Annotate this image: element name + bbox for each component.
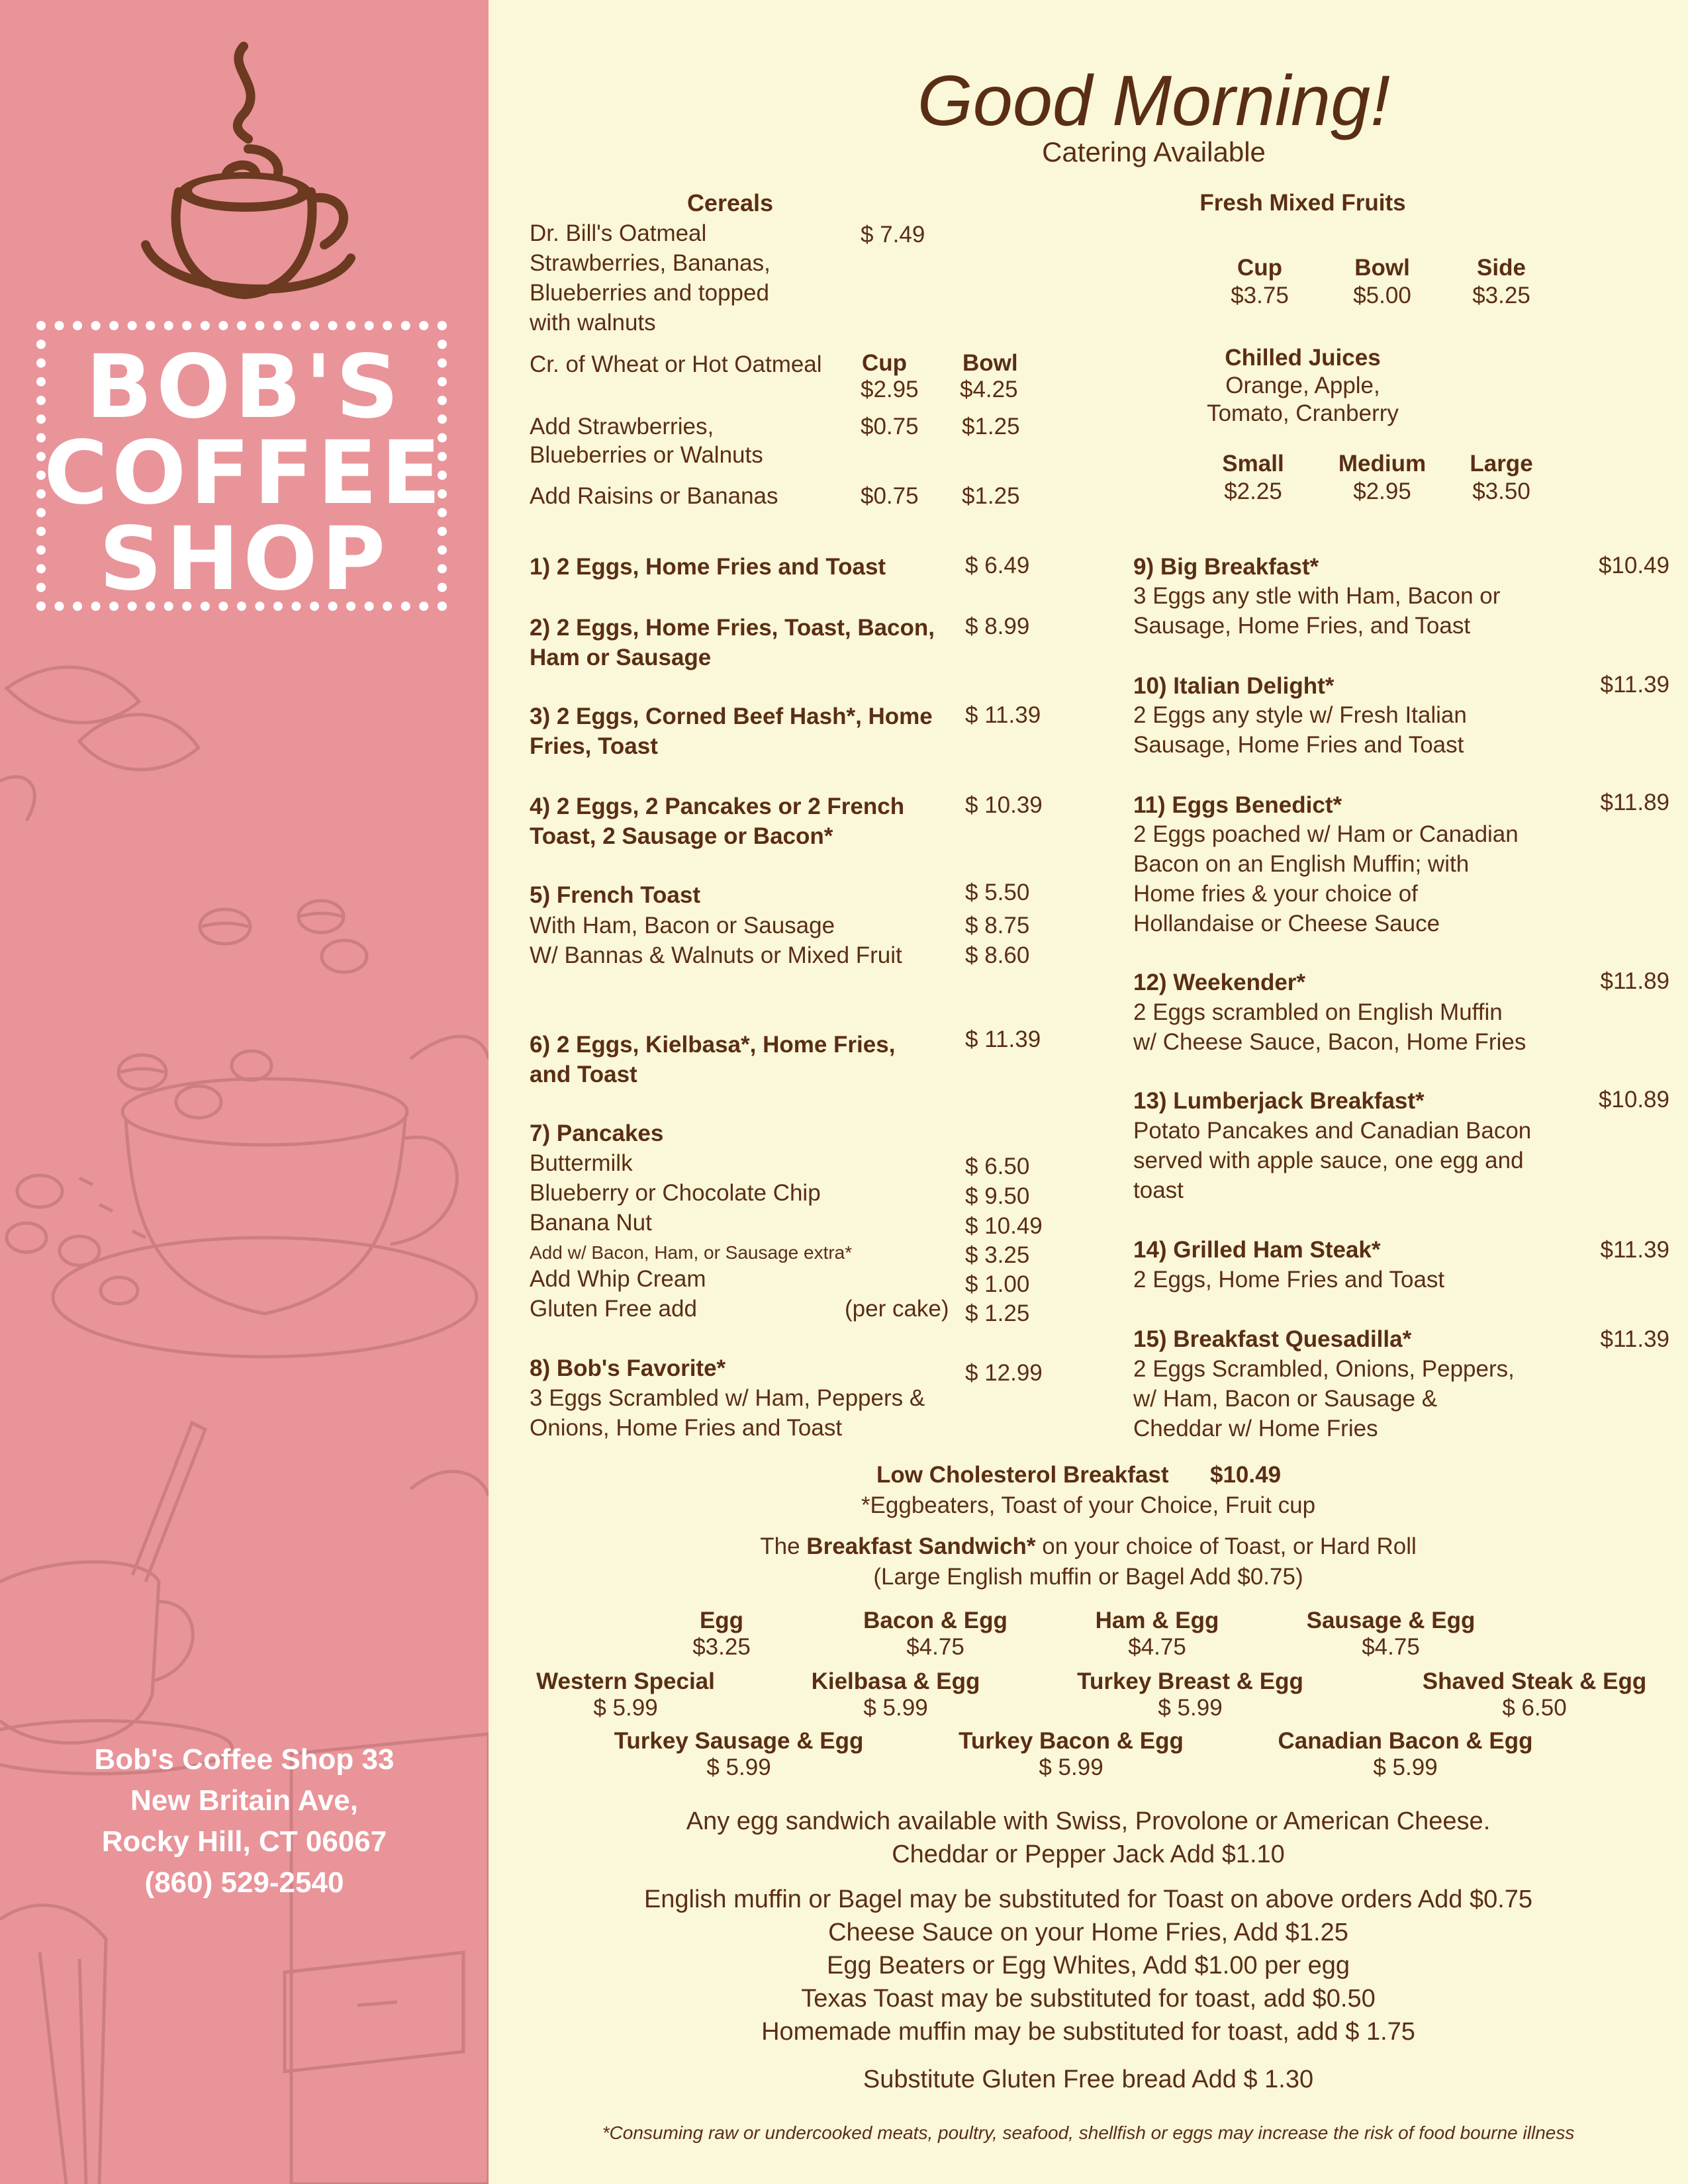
low-chol-desc: *Eggbeaters, Toast of your Choice, Fruit cup [861, 1492, 1316, 1518]
juice-small-label: Small [1222, 451, 1284, 477]
sandwich-turkey-breast-price: $ 5.99 [1158, 1695, 1223, 1721]
add-berries-cup-price: $0.75 [861, 414, 919, 439]
logo-text-line-3: SHOP [99, 508, 390, 610]
item-14-desc-line-1: 2 Eggs, Home Fries and Toast [1133, 1267, 1445, 1293]
item-5-title: 5) French Toast [530, 882, 701, 908]
sandwich-shaved-steak-price: $ 6.50 [1502, 1695, 1567, 1721]
juice-small-price: $2.25 [1224, 478, 1282, 504]
item-3-title-line-1: 3) 2 Eggs, Corned Beef Hash*, Home [530, 704, 933, 729]
sandwich-note: (Large English muffin or Bagel Add $0.75) [873, 1564, 1303, 1590]
french-toast-option-2-price: $ 8.60 [965, 942, 1030, 968]
oatmeal-line-3: Blueberries and topped [530, 280, 769, 306]
pancake-option-1: Buttermilk [530, 1150, 633, 1176]
juices-flavors-line-1: Orange, Apple, [1225, 373, 1380, 398]
sidebar [0, 0, 489, 2184]
oatmeal-line-2: Strawberries, Bananas, [530, 250, 771, 276]
sandwich-name: Breakfast Sandwich* [806, 1533, 1036, 1559]
item-1-price: $ 6.49 [965, 553, 1030, 578]
fruit-cup-label: Cup [1237, 255, 1283, 281]
item-9-desc-line-1: 3 Eggs any stle with Ham, Bacon or [1133, 583, 1501, 609]
logo-text-line-2: COFFEE [44, 422, 445, 524]
item-2-price: $ 8.99 [965, 614, 1030, 639]
sandwich-prefix: The [760, 1533, 800, 1559]
sandwich-sausage-egg-price: $4.75 [1362, 1634, 1420, 1660]
item-10-desc-line-2: Sausage, Home Fries and Toast [1133, 732, 1464, 758]
per-cake-note: (per cake) [845, 1296, 949, 1322]
sandwich-western-price: $ 5.99 [593, 1695, 658, 1721]
item-3-price: $ 11.39 [965, 702, 1041, 728]
pancake-option-5-price: $ 1.00 [965, 1271, 1030, 1297]
address-line-2: New Britain Ave, [130, 1784, 358, 1817]
sandwich-canadian-bacon-label: Canadian Bacon & Egg [1278, 1728, 1533, 1754]
item-15-desc-line-1: 2 Eggs Scrambled, Onions, Peppers, [1133, 1356, 1515, 1382]
fruit-bowl-label: Bowl [1354, 255, 1410, 281]
sandwich-western-label: Western Special [536, 1668, 715, 1694]
juices-flavors-line-2: Tomato, Cranberry [1207, 400, 1399, 426]
item-13-desc-line-2: served with apple sauce, one egg and [1133, 1148, 1524, 1173]
item-13-desc-line-1: Potato Pancakes and Canadian Bacon [1133, 1118, 1532, 1144]
item-14-title: 14) Grilled Ham Steak* [1133, 1237, 1381, 1263]
fruit-bowl-price: $5.00 [1353, 283, 1411, 308]
fruit-side-label: Side [1477, 255, 1526, 281]
wheat-label: Cr. of Wheat or Hot Oatmeal [530, 351, 822, 377]
juice-large-price: $3.50 [1472, 478, 1530, 504]
pancake-option-4: Add w/ Bacon, Ham, or Sausage extra* [530, 1242, 853, 1263]
sandwich-bacon-egg-price: $4.75 [906, 1634, 964, 1660]
french-toast-option-1-price: $ 8.75 [965, 913, 1030, 938]
item-11-desc-line-4: Hollandaise or Cheese Sauce [1133, 911, 1440, 936]
pancake-option-6: Gluten Free add [530, 1296, 697, 1322]
add-raisins-cup-price: $0.75 [861, 483, 919, 509]
oatmeal-price: $ 7.49 [861, 222, 925, 248]
pancake-option-3: Banana Nut [530, 1210, 652, 1236]
item-6-title-line-2: and Toast [530, 1062, 637, 1087]
add-raisins-bowl-price: $1.25 [962, 483, 1020, 509]
health-disclaimer: *Consuming raw or undercooked meats, poultry, seafood, shellfish or eggs may increase the risk of food bourne illness [602, 2122, 1575, 2143]
extra-line-6: Texas Toast may be substituted for toast, add $0.50 [801, 1985, 1376, 2013]
coffee-cup-logo-icon [126, 33, 364, 311]
sandwich-turkey-sausage-price: $ 5.99 [706, 1754, 771, 1780]
add-raisins-label: Add Raisins or Bananas [530, 483, 778, 509]
pancake-option-2-price: $ 9.50 [965, 1183, 1030, 1209]
item-6-price: $ 11.39 [965, 1026, 1041, 1052]
item-2-title-line-2: Ham or Sausage [530, 645, 712, 670]
phone-number: (860) 529-2540 [144, 1866, 344, 1899]
juices-heading: Chilled Juices [1225, 345, 1381, 371]
page-subtitle: Catering Available [1042, 136, 1266, 167]
french-toast-option-1: With Ham, Bacon or Sausage [530, 913, 835, 938]
address-line-3: Rocky Hill, CT 06067 [101, 1825, 387, 1858]
sandwich-turkey-breast-label: Turkey Breast & Egg [1077, 1668, 1303, 1694]
item-8-desc-line-2: Onions, Home Fries and Toast [530, 1415, 843, 1441]
sandwich-sausage-egg-label: Sausage & Egg [1306, 1608, 1476, 1633]
item-12-desc-line-2: w/ Cheese Sauce, Bacon, Home Fries [1133, 1029, 1526, 1055]
extra-line-5: Egg Beaters or Egg Whites, Add $1.00 per egg [826, 1952, 1350, 1979]
low-chol-title: Low Cholesterol Breakfast [876, 1462, 1169, 1488]
item-7-title: 7) Pancakes [530, 1120, 664, 1146]
pancake-option-2: Blueberry or Chocolate Chip [530, 1180, 821, 1206]
wheat-bowl-price: $4.25 [960, 377, 1018, 402]
extra-line-4: Cheese Sauce on your Home Fries, Add $1.25 [828, 1919, 1348, 1946]
page-title: Good Morning! [917, 60, 1391, 140]
item-2-title-line-1: 2) 2 Eggs, Home Fries, Toast, Bacon, [530, 615, 935, 641]
oatmeal-line-1: Dr. Bill's Oatmeal [530, 220, 707, 246]
cup-label: Cup [862, 350, 908, 376]
low-chol-price: $10.49 [1210, 1462, 1282, 1488]
pancake-option-3-price: $ 10.49 [965, 1213, 1043, 1239]
item-4-price: $ 10.39 [965, 792, 1043, 818]
extra-line-2: Cheddar or Pepper Jack Add $1.10 [892, 1841, 1285, 1868]
item-13-title: 13) Lumberjack Breakfast* [1133, 1088, 1425, 1114]
item-10-desc-line-1: 2 Eggs any style w/ Fresh Italian [1133, 702, 1467, 728]
address-line-1: Bob's Coffee Shop 33 [94, 1743, 395, 1776]
item-11-price: $11.89 [1600, 790, 1669, 815]
item-9-title: 9) Big Breakfast* [1133, 554, 1319, 580]
item-8-price: $ 12.99 [965, 1360, 1043, 1386]
juice-medium-price: $2.95 [1353, 478, 1411, 504]
fruit-side-price: $3.25 [1472, 283, 1530, 308]
item-12-desc-line-1: 2 Eggs scrambled on English Muffin [1133, 999, 1503, 1025]
item-10-title: 10) Italian Delight* [1133, 673, 1335, 699]
french-toast-option-2: W/ Bannas & Walnuts or Mixed Fruit [530, 942, 902, 968]
item-11-title: 11) Eggs Benedict* [1133, 792, 1342, 818]
item-3-title-line-2: Fries, Toast [530, 733, 658, 759]
item-9-price: $10.49 [1598, 553, 1669, 578]
extra-line-7: Homemade muffin may be substituted for toast, add $ 1.75 [761, 2018, 1415, 2046]
pancake-option-5: Add Whip Cream [530, 1266, 706, 1292]
sandwich-egg-label: Egg [699, 1608, 744, 1633]
juice-medium-label: Medium [1338, 451, 1427, 477]
sandwich-shaved-steak-label: Shaved Steak & Egg [1422, 1668, 1647, 1694]
sandwich-turkey-bacon-label: Turkey Bacon & Egg [959, 1728, 1184, 1754]
item-1-title: 1) 2 Eggs, Home Fries and Toast [530, 554, 886, 580]
item-15-desc-line-3: Cheddar w/ Home Fries [1133, 1416, 1378, 1441]
item-4-title-line-2: Toast, 2 Sausage or Bacon* [530, 823, 833, 849]
extra-line-1: Any egg sandwich available with Swiss, Provolone or American Cheese. [686, 1807, 1491, 1835]
item-8-desc-line-1: 3 Eggs Scrambled w/ Ham, Peppers & [530, 1385, 925, 1411]
add-berries-line-1: Add Strawberries, [530, 414, 714, 439]
item-11-desc-line-3: Home fries & your choice of [1133, 881, 1418, 907]
item-13-desc-line-3: toast [1133, 1177, 1184, 1203]
oatmeal-line-4: with walnuts [530, 310, 656, 336]
item-11-desc-line-2: Bacon on an English Muffin; with [1133, 851, 1470, 877]
item-15-title: 15) Breakfast Quesadilla* [1133, 1326, 1412, 1352]
item-15-desc-line-2: w/ Ham, Bacon or Sausage & [1133, 1386, 1438, 1412]
item-10-price: $11.39 [1600, 672, 1669, 698]
sandwich-ham-egg-price: $4.75 [1128, 1634, 1186, 1660]
sandwich-bacon-egg-label: Bacon & Egg [863, 1608, 1008, 1633]
sandwich-canadian-bacon-price: $ 5.99 [1373, 1754, 1438, 1780]
extra-line-3: English muffin or Bagel may be substituted for Toast on above orders Add $0.75 [643, 1886, 1533, 1913]
sandwich-heading [489, 1531, 1688, 1561]
cereals-heading: Cereals [686, 189, 774, 216]
sandwich-kielbasa-label: Kielbasa & Egg [811, 1668, 980, 1694]
add-berries-line-2: Blueberries or Walnuts [530, 442, 763, 468]
item-14-price: $11.39 [1600, 1237, 1669, 1263]
wheat-cup-price: $2.95 [861, 377, 919, 402]
fruit-cup-price: $3.75 [1231, 283, 1289, 308]
pancake-option-6-price: $ 1.25 [965, 1300, 1030, 1326]
sandwich-suffix: on your choice of Toast, or Hard Roll [1042, 1533, 1417, 1559]
pancake-option-1-price: $ 6.50 [965, 1154, 1030, 1179]
menu-main [489, 0, 1688, 2184]
item-15-price: $11.39 [1600, 1326, 1669, 1352]
sandwich-ham-egg-label: Ham & Egg [1095, 1608, 1219, 1633]
item-8-title: 8) Bob's Favorite* [530, 1355, 726, 1381]
extra-line-8: Substitute Gluten Free bread Add $ 1.30 [863, 2066, 1314, 2093]
add-berries-bowl-price: $1.25 [962, 414, 1020, 439]
sandwich-turkey-bacon-price: $ 5.99 [1039, 1754, 1103, 1780]
item-9-desc-line-2: Sausage, Home Fries, and Toast [1133, 613, 1471, 639]
logo-text-line-1: BOB'S [85, 336, 403, 438]
juice-large-label: Large [1470, 451, 1533, 477]
pancake-option-4-price: $ 3.25 [965, 1242, 1030, 1268]
item-5-price: $ 5.50 [965, 880, 1030, 905]
item-13-price: $10.89 [1598, 1087, 1669, 1113]
item-4-title-line-1: 4) 2 Eggs, 2 Pancakes or 2 French [530, 794, 905, 819]
sandwich-egg-price: $3.25 [692, 1634, 751, 1660]
item-12-title: 12) Weekender* [1133, 970, 1306, 995]
sandwich-turkey-sausage-label: Turkey Sausage & Egg [614, 1728, 864, 1754]
item-11-desc-line-1: 2 Eggs poached w/ Ham or Canadian [1133, 821, 1519, 847]
sandwich-kielbasa-price: $ 5.99 [863, 1695, 928, 1721]
item-6-title-line-1: 6) 2 Eggs, Kielbasa*, Home Fries, [530, 1032, 896, 1058]
fruits-heading: Fresh Mixed Fruits [1199, 190, 1406, 216]
bowl-label: Bowl [962, 350, 1018, 376]
item-12-price: $11.89 [1600, 968, 1669, 994]
